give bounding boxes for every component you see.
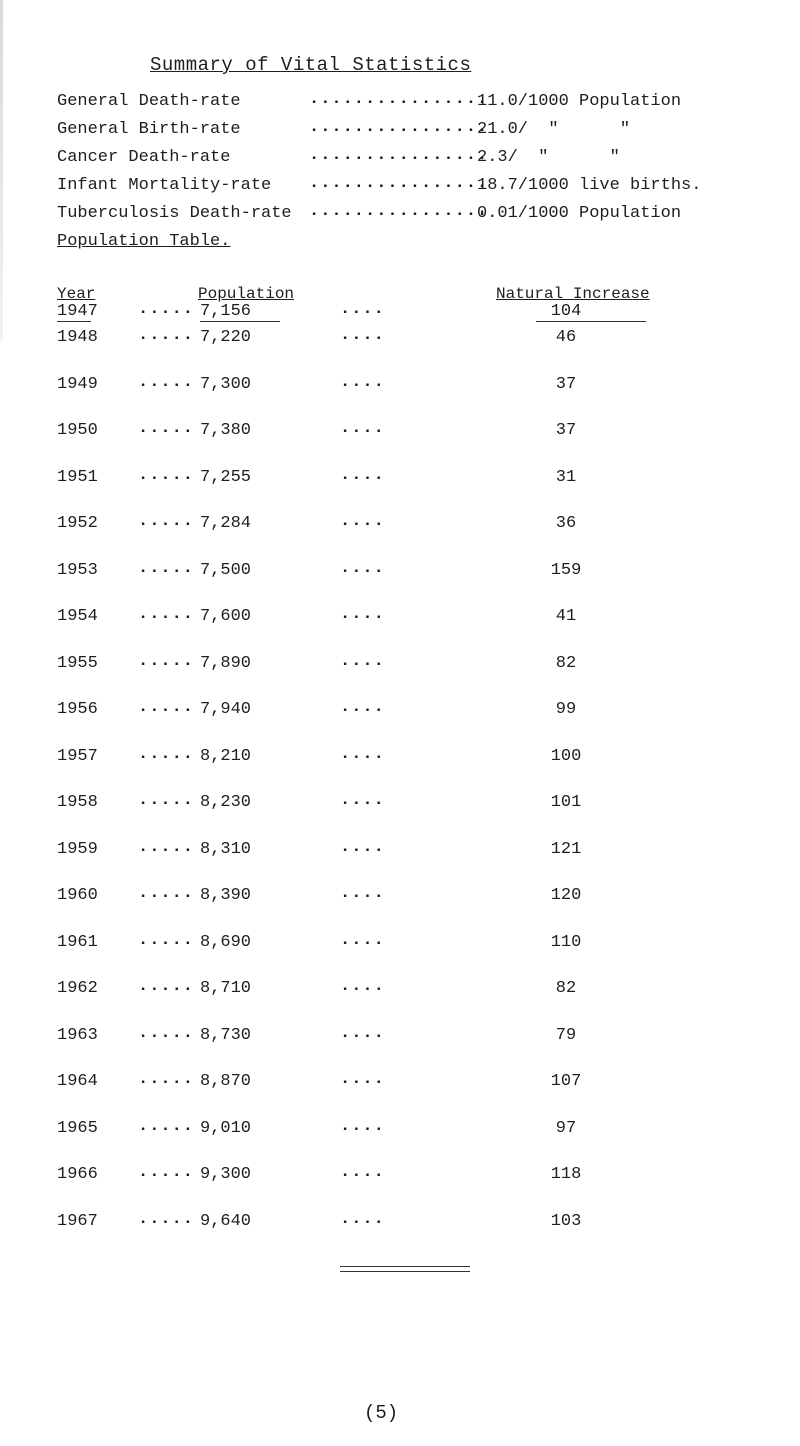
population-cell: 7,284 [200, 514, 252, 533]
stat-row-death-rate [57, 88, 797, 116]
dot-leader: ..... [138, 512, 195, 531]
dot-leader: .... [340, 300, 385, 319]
population-cell: 8,210 [200, 746, 252, 766]
natural-increase-cell: 82 [555, 653, 577, 673]
table-row [0, 417, 800, 447]
natural-increase-cell: 79 [555, 1025, 577, 1045]
page-title: Summary of Vital Statistics [150, 54, 472, 76]
dot-leader: ..... [138, 1209, 195, 1229]
table-row [0, 836, 800, 866]
population-cell: 8,710 [200, 979, 252, 998]
year-cell: 1957 [57, 746, 98, 766]
population-table-heading: Population Table. [57, 232, 231, 251]
dot-leader: ................ [309, 202, 489, 221]
year-cell: 1961 [57, 932, 98, 952]
table-row [0, 464, 800, 494]
stat-label: Tuberculosis Death-rate [57, 204, 292, 223]
natural-increase-cell: 41 [555, 607, 577, 626]
dot-leader: ..... [138, 837, 195, 857]
population-cell: 7,220 [200, 328, 252, 347]
natural-increase-cell: 37 [555, 374, 577, 394]
natural-increase-cell: 121 [550, 839, 582, 859]
year-cell: 1947 [57, 302, 98, 321]
table-row [0, 789, 800, 819]
dot-leader: .... [340, 698, 385, 717]
column-header-year: Year [57, 285, 96, 303]
dot-leader: ..... [138, 930, 195, 950]
dot-leader: ..... [138, 300, 195, 319]
dot-leader: .... [340, 1023, 385, 1043]
year-cell: 1951 [57, 467, 98, 487]
natural-increase-cell: 97 [555, 1118, 577, 1138]
dot-leader: .... [340, 558, 385, 578]
dot-leader: .... [340, 1116, 385, 1136]
stat-label: Cancer Death-rate [57, 148, 231, 167]
table-row [0, 603, 800, 633]
year-cell: 1954 [57, 607, 98, 626]
year-cell: 1948 [57, 328, 98, 347]
dot-leader: ..... [138, 605, 195, 624]
stat-row-birth-rate [57, 116, 797, 144]
natural-increase-cell: 107 [550, 1072, 582, 1091]
population-cell: 8,690 [200, 932, 252, 952]
stat-label: General Death-rate [57, 92, 241, 111]
vital-statistics-summary [57, 88, 797, 228]
table-row [0, 1115, 800, 1145]
dot-leader: ..... [138, 1023, 195, 1043]
dot-leader: ................ [309, 90, 489, 109]
table-row [0, 510, 800, 540]
natural-increase-cell: 46 [555, 328, 577, 347]
stat-row-tuberculosis-death-rate [57, 200, 797, 228]
dot-leader: .... [340, 791, 385, 810]
dot-leader: .... [340, 605, 385, 624]
population-cell: 7,300 [200, 374, 252, 394]
stat-label: General Birth-rate [57, 120, 241, 139]
dot-leader: .... [340, 326, 385, 345]
stat-value: 2.3/ " " [477, 148, 620, 167]
dot-leader: .... [340, 977, 385, 996]
natural-increase-cell: 82 [555, 979, 577, 998]
dot-leader: ..... [138, 372, 195, 392]
dot-leader: ..... [138, 884, 195, 903]
table-row [0, 929, 800, 959]
population-cell: 9,640 [200, 1211, 252, 1231]
column-header-population: Population [198, 285, 295, 303]
table-row [0, 1161, 800, 1191]
population-cell: 7,500 [200, 560, 252, 580]
dot-leader: ..... [138, 1116, 195, 1136]
natural-increase-cell: 101 [550, 793, 582, 812]
population-cell: 8,310 [200, 839, 252, 859]
dot-leader: ..... [138, 698, 195, 717]
population-cell: 9,300 [200, 1165, 252, 1184]
table-row [0, 650, 800, 680]
table-row [0, 371, 800, 401]
stat-value: 0.01/1000 Population [477, 204, 682, 223]
year-cell: 1958 [57, 793, 98, 812]
natural-increase-cell: 118 [550, 1165, 582, 1184]
natural-increase-cell: 159 [550, 560, 582, 580]
dot-leader: ..... [138, 1070, 195, 1089]
dot-leader: ................ [309, 118, 489, 137]
dot-leader: ................ [309, 146, 489, 165]
population-cell: 7,380 [200, 421, 252, 440]
dot-leader: ..... [138, 1163, 195, 1182]
year-cell: 1956 [57, 700, 98, 719]
end-double-rule [340, 1262, 470, 1274]
year-cell: 1964 [57, 1072, 98, 1091]
dot-leader: .... [340, 1209, 385, 1229]
table-row [0, 696, 800, 726]
dot-leader: ..... [138, 651, 195, 671]
stat-value: 11.0/1000 Population [477, 92, 682, 111]
year-cell: 1960 [57, 886, 98, 905]
population-cell: 7,940 [200, 700, 252, 719]
year-cell: 1966 [57, 1165, 98, 1184]
table-row [0, 324, 800, 354]
year-cell: 1963 [57, 1025, 98, 1045]
population-cell: 7,600 [200, 607, 252, 626]
natural-increase-cell: 100 [550, 746, 582, 766]
natural-increase-cell: 110 [550, 932, 582, 952]
dot-leader: .... [340, 372, 385, 392]
dot-leader: .... [340, 465, 385, 485]
table-row [0, 1208, 800, 1238]
year-cell: 1965 [57, 1118, 98, 1138]
dot-leader: ..... [138, 558, 195, 578]
dot-leader: ..... [138, 465, 195, 485]
year-cell: 1950 [57, 421, 98, 440]
year-cell: 1949 [57, 374, 98, 394]
table-row [0, 882, 800, 912]
year-cell: 1952 [57, 514, 98, 533]
table-row [0, 743, 800, 773]
population-cell: 7,156 [200, 302, 252, 321]
population-cell: 9,010 [200, 1118, 252, 1138]
dot-leader: .... [340, 1070, 385, 1089]
natural-increase-cell: 31 [555, 467, 577, 487]
dot-leader: .... [340, 744, 385, 764]
stat-label: Infant Mortality-rate [57, 176, 272, 195]
dot-leader: .... [340, 837, 385, 857]
population-cell: 8,230 [200, 793, 252, 812]
year-cell: 1962 [57, 979, 98, 998]
stat-value: 18.7/1000 live births. [477, 176, 702, 195]
page-edge-shadow [0, 0, 3, 340]
year-cell: 1967 [57, 1211, 98, 1231]
stat-value: 21.0/ " " [477, 120, 631, 139]
dot-leader: ..... [138, 419, 195, 438]
dot-leader: ..... [138, 791, 195, 810]
population-cell: 7,255 [200, 467, 252, 487]
table-row [0, 975, 800, 1005]
year-cell: 1955 [57, 653, 98, 673]
population-cell: 7,890 [200, 653, 252, 673]
natural-increase-cell: 37 [555, 421, 577, 440]
natural-increase-cell: 99 [555, 700, 577, 719]
year-cell: 1953 [57, 560, 98, 580]
stat-row-cancer-death-rate [57, 144, 797, 172]
dot-leader: .... [340, 1163, 385, 1182]
natural-increase-cell: 36 [555, 514, 577, 533]
dot-leader: .... [340, 651, 385, 671]
natural-increase-cell: 103 [550, 1211, 582, 1231]
table-row [0, 1022, 800, 1052]
table-row [0, 557, 800, 587]
dot-leader: .... [340, 884, 385, 903]
table-row [0, 1068, 800, 1098]
dot-leader: ..... [138, 977, 195, 996]
column-header-natural-increase: Natural Increase [496, 285, 650, 303]
stat-row-infant-mortality-rate [57, 172, 797, 200]
dot-leader: .... [340, 930, 385, 950]
dot-leader: ..... [138, 326, 195, 345]
dot-leader: ................ [309, 174, 489, 193]
natural-increase-cell: 104 [550, 302, 582, 321]
natural-increase-cell: 120 [550, 886, 582, 905]
population-cell: 8,390 [200, 886, 252, 905]
dot-leader: ..... [138, 744, 195, 764]
page-number: (5) [364, 1402, 399, 1424]
year-cell: 1959 [57, 839, 98, 859]
population-cell: 8,870 [200, 1072, 252, 1091]
dot-leader: .... [340, 512, 385, 531]
population-cell: 8,730 [200, 1025, 252, 1045]
dot-leader: .... [340, 419, 385, 438]
